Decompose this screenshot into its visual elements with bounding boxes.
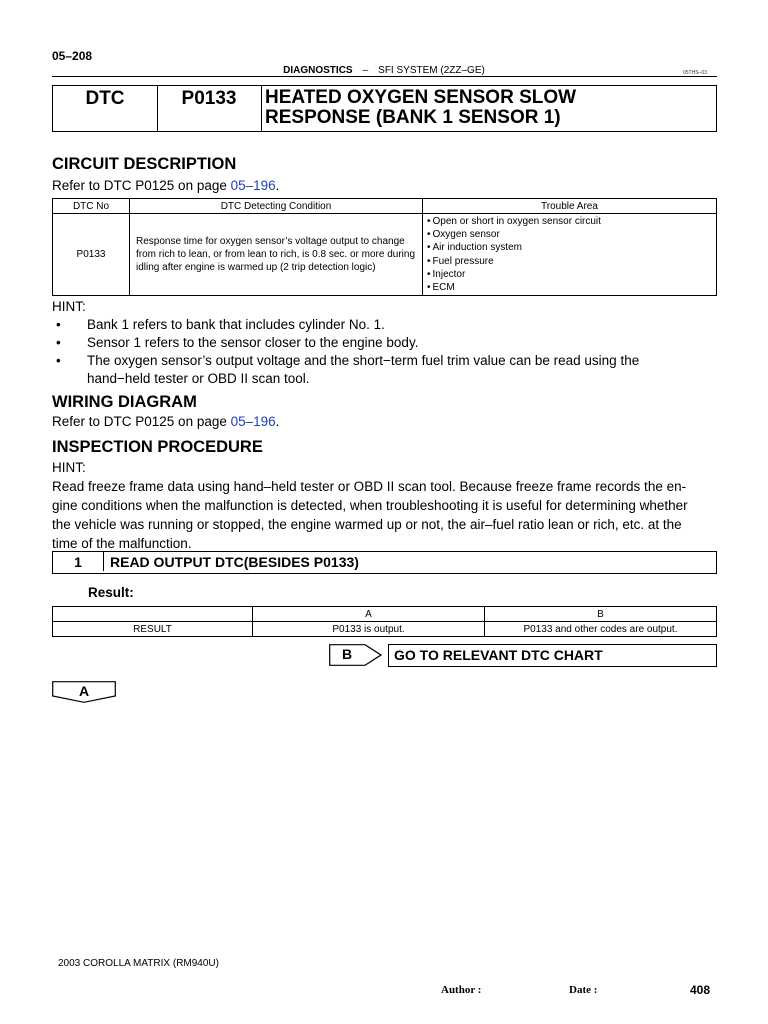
goto-dtc-chart-box[interactable]	[388, 644, 717, 667]
bullet-mark: •	[56, 317, 61, 332]
hint-bullet	[52, 352, 717, 388]
hint-bullet	[52, 316, 717, 334]
trouble-area-item: • ECM	[427, 281, 712, 294]
header-section: DIAGNOSTICS	[283, 65, 353, 76]
cell-trouble-area	[423, 214, 717, 296]
table-header-row	[53, 199, 717, 214]
footer-author: Author :	[441, 984, 482, 996]
trouble-area-item: • Injector	[427, 268, 712, 281]
condition-line: Response time for oxygen sensor’s voltage output to change	[136, 236, 405, 248]
col-header-condition: DTC Detecting Condition	[130, 199, 423, 214]
wiring-diagram-heading: WIRING DIAGRAM	[52, 393, 197, 411]
branch-b-box[interactable]	[329, 644, 382, 665]
goto-dtc-chart-label: GO TO RELEVANT DTC CHART	[394, 647, 603, 663]
branch-b-label: B	[341, 646, 353, 662]
trouble-area-item: • Fuel pressure	[427, 255, 712, 268]
footer-vehicle: 2003 COROLLA MATRIX (RM940U)	[58, 958, 219, 969]
result-table	[52, 606, 717, 637]
footer-date: Date :	[569, 984, 598, 996]
result-header-a: A	[253, 607, 485, 622]
result-label: Result:	[88, 585, 134, 600]
result-a-value: P0133 is output.	[253, 622, 485, 637]
header-separator: –	[362, 65, 369, 76]
table-row	[53, 607, 717, 622]
hint-bullet	[52, 334, 717, 352]
bullet-mark: •	[56, 335, 61, 350]
paragraph-line: Read freeze frame data using hand–held tester or OBD II scan tool. Because freeze frame records the en-	[52, 479, 687, 494]
condition-line: idling after engine is warmed up (2 trip detection logic)	[136, 262, 376, 274]
circuit-description-heading: CIRCUIT DESCRIPTION	[52, 155, 237, 173]
running-header	[0, 65, 768, 76]
col-header-trouble-area: Trouble Area	[423, 199, 717, 214]
step-number: 1	[53, 552, 104, 571]
hint-bullet-text: The oxygen sensor’s output voltage and the short−term fuel trim value can be read using the	[87, 353, 640, 368]
table-row	[53, 214, 717, 296]
dtc-label: DTC	[53, 86, 158, 131]
dtc-title	[265, 86, 705, 131]
dtc-title-line1: HEATED OXYGEN SENSOR SLOW	[265, 87, 577, 108]
hint-bullet-text-cont: hand−held tester or OBD II scan tool.	[87, 371, 310, 386]
page-number: 408	[690, 983, 711, 997]
branch-a-label: A	[78, 683, 90, 699]
wiring-page-link[interactable]: 05–196	[230, 414, 276, 429]
paragraph-line: time of the malfunction.	[52, 536, 192, 551]
header-rule	[52, 76, 717, 77]
circuit-ref-end: .	[275, 178, 280, 193]
trouble-area-item: • Open or short in oxygen sensor circuit	[427, 215, 712, 228]
paragraph-line: gine conditions when the malfunction is detected, when troubleshooting it is useful for determining whether	[52, 498, 688, 513]
inspection-hint-label: HINT:	[52, 460, 86, 475]
step-title: READ OUTPUT DTC(BESIDES P0133)	[110, 554, 359, 570]
hint-bullet-text: Sensor 1 refers to the sensor closer to the engine body.	[87, 335, 419, 350]
result-header-blank	[53, 607, 253, 622]
branch-a-box[interactable]	[52, 681, 116, 703]
dtc-code: P0133	[157, 86, 262, 131]
result-header-b: B	[485, 607, 717, 622]
circuit-ref-text: Refer to DTC P0125 on page	[52, 178, 231, 193]
dtc-condition-table	[52, 198, 717, 296]
inspection-procedure-heading: INSPECTION PROCEDURE	[52, 438, 263, 456]
result-row-label: RESULT	[53, 622, 253, 637]
page-code: 05–208	[52, 49, 93, 63]
inspection-paragraph	[52, 477, 717, 553]
circuit-page-link[interactable]: 05–196	[230, 178, 276, 193]
wiring-ref-end: .	[275, 414, 280, 429]
dtc-title-box	[52, 85, 717, 132]
wiring-reference	[52, 414, 279, 429]
step-1-box	[52, 551, 717, 574]
dtc-title-line2: RESPONSE (BANK 1 SENSOR 1)	[265, 107, 561, 128]
circuit-reference	[52, 178, 279, 193]
wiring-ref-text: Refer to DTC P0125 on page	[52, 414, 231, 429]
bullet-mark: •	[56, 353, 61, 368]
header-system: SFI SYSTEM (2ZZ–GE)	[378, 65, 485, 76]
cell-dtc-no: P0133	[53, 214, 130, 296]
hint-label: HINT:	[52, 299, 86, 314]
trouble-area-item: • Air induction system	[427, 241, 712, 254]
table-row	[53, 622, 717, 637]
trouble-area-item: • Oxygen sensor	[427, 228, 712, 241]
cell-condition	[130, 214, 423, 296]
reference-code: 05THS–03	[683, 70, 707, 76]
result-b-value: P0133 and other codes are output.	[485, 622, 717, 637]
condition-line: from rich to lean, or from lean to rich, is 0.8 sec. or more during	[136, 249, 415, 261]
col-header-dtc-no: DTC No	[53, 199, 130, 214]
paragraph-line: the vehicle was running or stopped, the engine warmed up or not, the air–fuel ratio lean or rich, etc. at the	[52, 517, 682, 532]
hint-bullet-text: Bank 1 refers to bank that includes cylinder No. 1.	[87, 317, 385, 332]
